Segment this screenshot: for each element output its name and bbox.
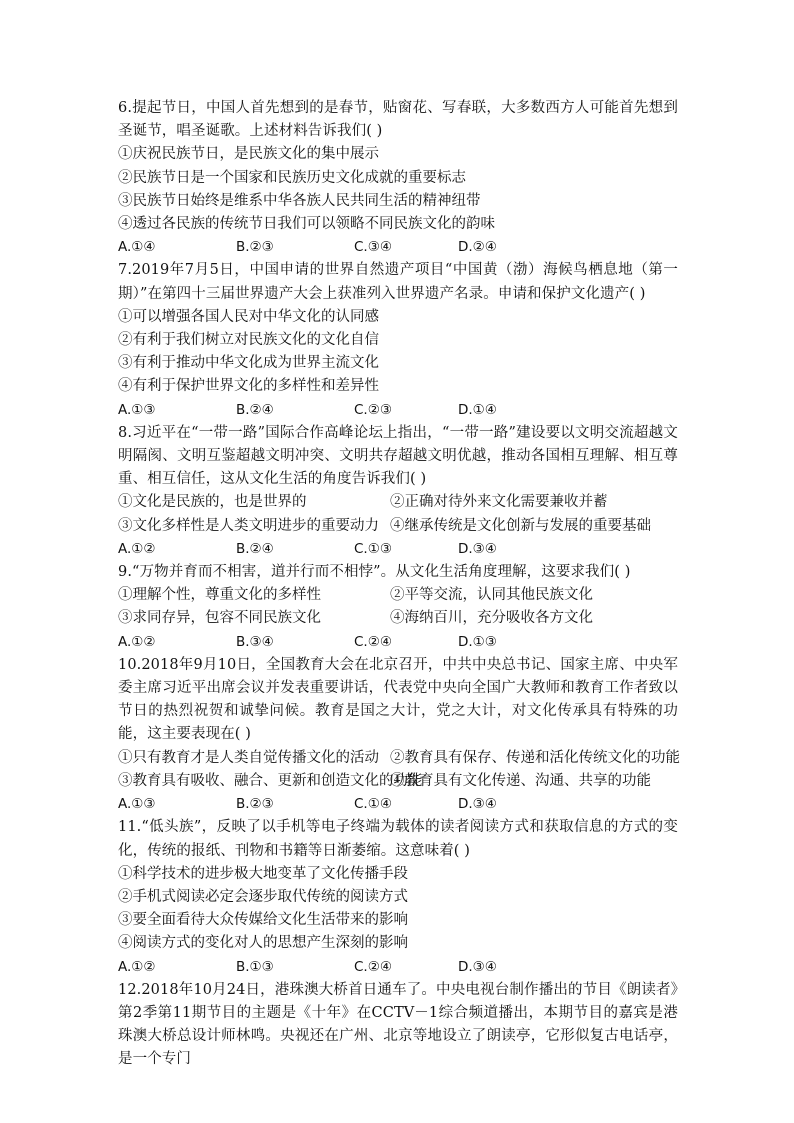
statement-2: ②手机式阅读必定会逐步取代传统的阅读方式	[118, 888, 408, 905]
option-a[interactable]: A.①②	[118, 958, 156, 975]
statement-3: ③文化多样性是人类文明进步的重要动力	[118, 517, 379, 534]
statement-2: ②有利于我们树立对民族文化的文化自信	[118, 332, 379, 349]
statement-2: ②平等交流，认同其他民族文化	[390, 587, 593, 604]
statement-4: ④海纳百川，充分吸收各方文化	[390, 610, 593, 627]
option-b[interactable]: B.②③	[236, 239, 274, 256]
option-c[interactable]: C.①④	[354, 796, 392, 813]
answer-options	[118, 631, 678, 654]
answer-options	[118, 793, 678, 816]
statement-2: ②民族节日是一个国家和民族历史文化成就的重要标志	[118, 169, 466, 186]
question-stem: 11.“低头族”，反映了以手机等电子终端为载体的读者阅读方式和获取信息的方式的变化，传统的报纸、刊物和书籍等日渐萎缩。这意味着( )	[118, 819, 678, 859]
statement-list	[118, 143, 678, 236]
exam-page	[118, 97, 678, 1072]
option-b[interactable]: B.②④	[236, 540, 274, 557]
answer-options	[118, 956, 678, 979]
statement-3: ③要全面看待大众传媒给文化生活带来的影响	[118, 912, 408, 929]
option-c[interactable]: C.③④	[354, 239, 392, 256]
option-a[interactable]: A.①②	[118, 633, 156, 650]
option-d[interactable]: D.③④	[458, 540, 497, 557]
option-d[interactable]: D.②④	[458, 239, 497, 256]
question-stem: 7.2019年7月5日，中国申请的世界自然遗产项目“中国黄（渤）海候鸟栖息地（第一期）”在第四十三届世界遗产大会上获准列入世界遗产名录。申请和保护文化遗产( )	[118, 262, 678, 302]
statement-grid	[118, 747, 678, 793]
option-b[interactable]: B.②③	[236, 796, 274, 813]
statement-3: ③有利于推动中华文化成为世界主流文化	[118, 355, 379, 372]
answer-options	[118, 538, 678, 561]
option-c[interactable]: C.②③	[354, 401, 392, 418]
question-stem: 6.提起节日，中国人首先想到的是春节，贴窗花、写春联，大多数西方人可能首先想到圣诞节，唱圣诞歌。上述材料告诉我们( )	[118, 100, 678, 140]
question-stem: 8.习近平在“一带一路”国际合作高峰论坛上指出，“一带一路”建设要以文明交流超越文明隔阂、文明互鉴超越文明冲突、文明共存超越文明优越，推动各国相互理解、相互尊重、相互信任，这从文化生活的角度告诉我们( )	[118, 424, 678, 488]
option-c[interactable]: C.②④	[354, 633, 392, 650]
statement-grid	[118, 491, 678, 537]
question-7	[118, 259, 678, 421]
question-9	[118, 561, 678, 654]
statement-1: ①理解个性，尊重文化的多样性	[118, 587, 321, 604]
question-6	[118, 97, 678, 259]
statement-2: ②教育具有保存、传递和活化传统文化的功能	[390, 749, 680, 766]
question-8	[118, 422, 678, 561]
statement-2: ②正确对待外来文化需要兼收并蓄	[390, 494, 608, 511]
statement-4: ④透过各民族的传统节日我们可以领略不同民族文化的韵味	[118, 216, 495, 233]
option-d[interactable]: D.③④	[458, 958, 497, 975]
question-10	[118, 654, 678, 816]
statement-1: ①科学技术的进步极大地变革了文化传播手段	[118, 865, 408, 882]
question-stem: 12.2018年10月24日，港珠澳大桥首日通车了。中央电视台制作播出的节目《朗读者》第2季第11期节目的主题是《十年》在CCTV－1综合频道播出，本期节目的嘉宾是港珠澳大桥总设计师林鸣。央视还在广州、北京等地设立了朗读亭，它形似复古电话亭，是一个专门	[118, 981, 678, 1068]
statement-list	[118, 306, 678, 399]
statement-4: ④有利于保护世界文化的多样性和差异性	[118, 378, 379, 395]
statement-4: ④继承传统是文化创新与发展的重要基础	[390, 517, 651, 534]
statement-3: ③求同存异，包容不同民族文化	[118, 610, 321, 627]
option-a[interactable]: A.①②	[118, 540, 156, 557]
statement-grid	[118, 584, 678, 630]
question-stem: 10.2018年9月10日，全国教育大会在北京召开，中共中央总书记、国家主席、中央军委主席习近平出席会议并发表重要讲话，代表党中央向全国广大教师和教育工作者致以节日的热烈祝贺和诚挚问候。教育是国之大计，党之大计，对文化传承具有特殊的功能，这主要表现在( )	[118, 656, 678, 743]
answer-options	[118, 236, 678, 259]
statement-3: ③民族节日始终是维系中华各族人民共同生活的精神纽带	[118, 192, 481, 209]
option-b[interactable]: B.①③	[236, 958, 274, 975]
statement-1: ①只有教育才是人类自觉传播文化的活动	[118, 749, 379, 766]
option-a[interactable]: A.①③	[118, 401, 156, 418]
statement-1: ①可以增强各国人民对中华文化的认同感	[118, 308, 379, 325]
option-d[interactable]: D.①③	[458, 633, 497, 650]
option-c[interactable]: C.①③	[354, 540, 392, 557]
statement-4: ④教育具有文化传递、沟通、共享的功能	[390, 772, 651, 789]
statement-4: ④阅读方式的变化对人的思想产生深刻的影响	[118, 935, 408, 952]
question-stem: 9.“万物并育而不相害，道并行而不相悖”。从文化生活角度理解，这要求我们( )	[118, 564, 631, 581]
statement-1: ①文化是民族的，也是世界的	[118, 494, 307, 511]
option-d[interactable]: D.①④	[458, 401, 497, 418]
question-12	[118, 979, 678, 1072]
statement-1: ①庆祝民族节日，是民族文化的集中展示	[118, 146, 379, 163]
question-11	[118, 816, 678, 978]
answer-options	[118, 399, 678, 422]
option-d[interactable]: D.③④	[458, 796, 497, 813]
statement-list	[118, 863, 678, 956]
statement-3: ③教育具有吸收、融合、更新和创造文化的功能	[118, 772, 423, 789]
option-b[interactable]: B.③④	[236, 633, 274, 650]
option-a[interactable]: A.①③	[118, 796, 156, 813]
option-c[interactable]: C.②④	[354, 958, 392, 975]
option-a[interactable]: A.①④	[118, 239, 156, 256]
option-b[interactable]: B.②④	[236, 401, 274, 418]
